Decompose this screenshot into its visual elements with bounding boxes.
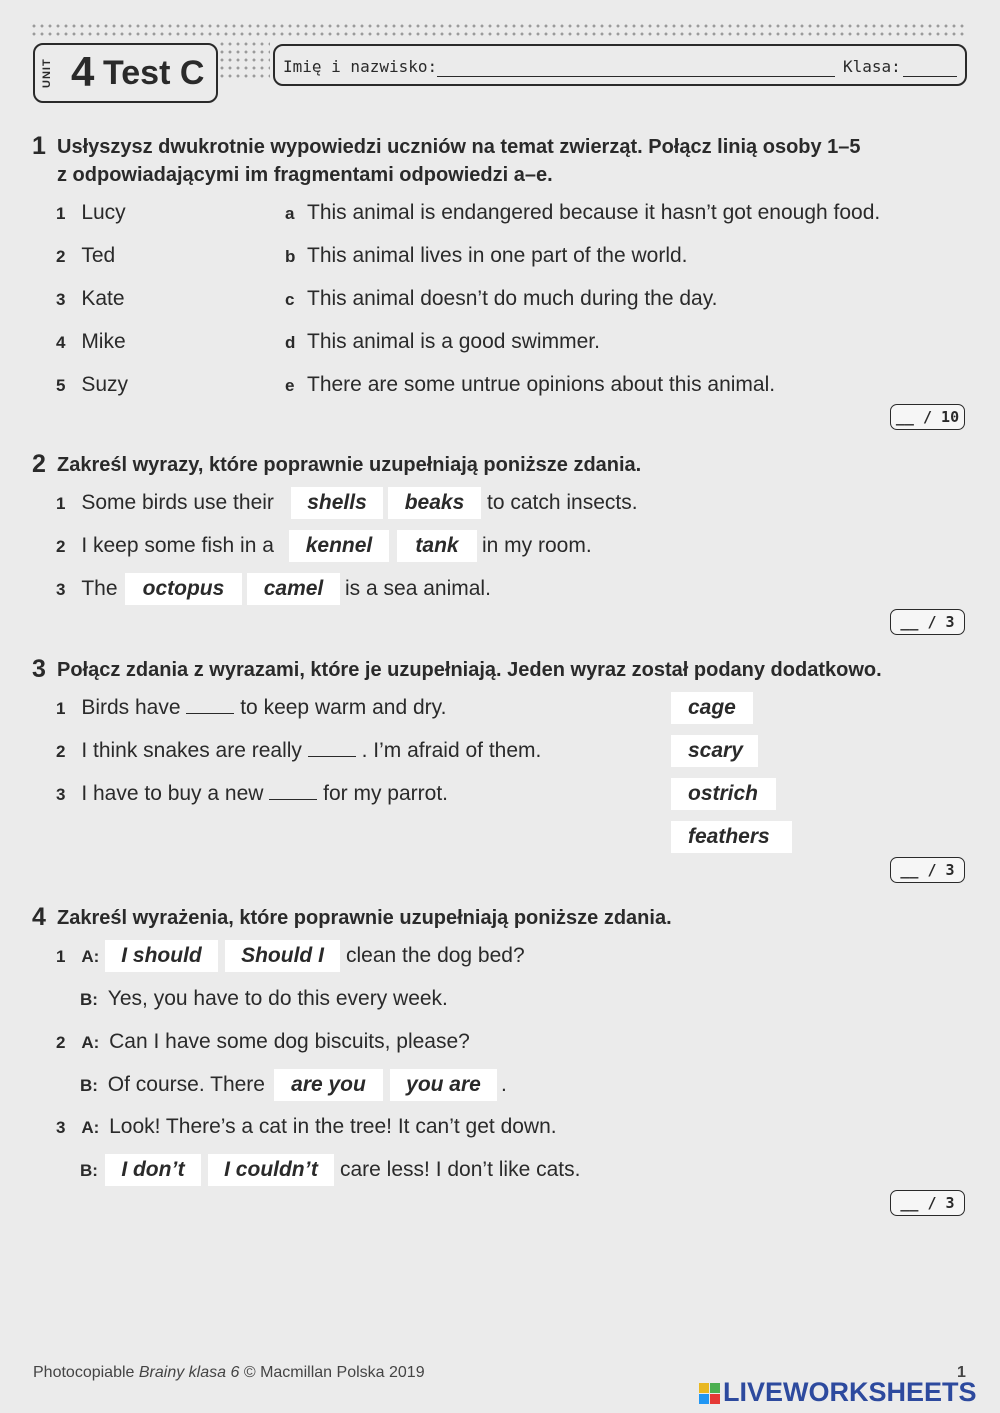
q1-number: 1 bbox=[32, 132, 46, 160]
item-number: 3 bbox=[56, 290, 66, 309]
q1-person-row[interactable] bbox=[56, 200, 128, 243]
q2-option-tank[interactable]: tank bbox=[397, 530, 477, 562]
speaker-a-label: A: bbox=[81, 1033, 100, 1052]
sentence-start: I think snakes are really bbox=[81, 739, 302, 762]
sentence-end: for my parrot. bbox=[323, 782, 448, 805]
liveworksheets-logo-icon bbox=[699, 1383, 721, 1405]
footer-book-title: Brainy klasa 6 bbox=[138, 1364, 240, 1381]
item-number: 1 bbox=[56, 947, 66, 966]
q2-option-octopus[interactable]: octopus bbox=[125, 573, 242, 605]
speaker-b-label: B: bbox=[80, 1161, 98, 1180]
answer-text: This animal is endangered because it hasn’t got enough food. bbox=[307, 201, 881, 224]
item-number: 5 bbox=[56, 376, 66, 395]
item-number: 1 bbox=[56, 699, 66, 718]
student-info-box bbox=[273, 44, 967, 86]
item-number: 1 bbox=[56, 204, 66, 223]
q2-option-camel[interactable]: camel bbox=[247, 573, 340, 605]
sentence-end: to catch insects. bbox=[487, 491, 638, 514]
unit-word: UNIT bbox=[41, 58, 53, 88]
q3-word-cage[interactable]: cage bbox=[671, 692, 753, 724]
sentence-start: I have to buy a new bbox=[81, 782, 264, 805]
answer-text: This animal is a good swimmer. bbox=[307, 330, 600, 353]
q4-item-1-line-b bbox=[80, 986, 448, 1013]
answer-text: This animal doesn’t do much during the day. bbox=[307, 287, 718, 310]
header-dot-band bbox=[30, 22, 968, 40]
answer-blank[interactable] bbox=[269, 798, 317, 800]
person-name: Ted bbox=[81, 244, 116, 267]
q1-person-row[interactable] bbox=[56, 372, 128, 415]
answer-blank[interactable] bbox=[186, 712, 234, 714]
sentence-start: Some birds use their bbox=[81, 491, 274, 514]
dialogue-text: Yes, you have to do this every week. bbox=[107, 987, 448, 1010]
sentence-end: is a sea animal. bbox=[345, 577, 491, 600]
person-name: Suzy bbox=[81, 373, 128, 396]
q4-item-3-line-a bbox=[56, 1114, 557, 1141]
q3-item-2 bbox=[56, 738, 541, 765]
q4-item-2-line-b bbox=[80, 1072, 265, 1099]
answer-letter: b bbox=[285, 247, 296, 266]
unit-number: 4 bbox=[71, 48, 94, 95]
q3-item-1 bbox=[56, 695, 446, 722]
sentence-start: Of course. There bbox=[107, 1073, 265, 1096]
q4-number: 4 bbox=[32, 903, 46, 931]
q1-instruction-line1: Usłyszysz dwukrotnie wypowiedzi uczniów na temat zwierząt. Połącz linią osoby 1–5 bbox=[57, 136, 861, 158]
item-number: 2 bbox=[56, 1033, 66, 1052]
q3-score-box: __ / 3 bbox=[890, 857, 965, 883]
q3-word-scary[interactable]: scary bbox=[671, 735, 758, 767]
item-number: 2 bbox=[56, 742, 66, 761]
sentence-end: clean the dog bed? bbox=[346, 944, 525, 967]
q4-instruction: Zakreśl wyrażenia, które poprawnie uzupełniają poniższe zdania. bbox=[57, 907, 672, 929]
q4-item-1-line-a bbox=[56, 943, 99, 970]
speaker-b-label: B: bbox=[80, 990, 98, 1009]
speaker-a-label: A: bbox=[81, 947, 100, 966]
speaker-a-label: A: bbox=[81, 1118, 100, 1137]
q1-person-row[interactable] bbox=[56, 243, 128, 286]
class-label: Klasa: bbox=[843, 57, 901, 76]
q1-answer-row[interactable] bbox=[285, 286, 880, 329]
q2-option-beaks[interactable]: beaks bbox=[388, 487, 481, 519]
answer-letter: e bbox=[285, 376, 295, 395]
answer-letter: a bbox=[285, 204, 295, 223]
person-name: Lucy bbox=[81, 201, 126, 224]
answer-letter: d bbox=[285, 333, 296, 352]
speaker-b-label: B: bbox=[80, 1076, 98, 1095]
sentence-start: I keep some fish in a bbox=[81, 534, 274, 557]
answer-text: This animal lives in one part of the world. bbox=[307, 244, 688, 267]
name-label: Imię i nazwisko: bbox=[283, 57, 438, 76]
q4-option-should-i[interactable]: Should I bbox=[225, 940, 340, 972]
item-number: 1 bbox=[56, 494, 66, 513]
header-dot-block bbox=[218, 40, 270, 80]
item-number: 3 bbox=[56, 580, 66, 599]
name-field[interactable] bbox=[437, 76, 835, 77]
sentence-end: to keep warm and dry. bbox=[240, 696, 447, 719]
q2-item-3 bbox=[56, 576, 118, 603]
q3-instruction: Połącz zdania z wyrazami, które je uzupełniają. Jeden wyraz został podany dodatkowo. bbox=[57, 659, 882, 681]
footer-prefix: Photocopiable bbox=[33, 1364, 135, 1381]
q4-option-i-should[interactable]: I should bbox=[105, 940, 218, 972]
q3-number: 3 bbox=[32, 655, 46, 683]
q4-option-you-are[interactable]: you are bbox=[390, 1069, 497, 1101]
test-title: Test C bbox=[103, 54, 205, 92]
answer-blank[interactable] bbox=[308, 755, 356, 757]
q1-person-row[interactable] bbox=[56, 286, 128, 329]
q3-word-feathers[interactable]: feathers bbox=[671, 821, 792, 853]
q2-option-shells[interactable]: shells bbox=[291, 487, 383, 519]
q3-word-ostrich[interactable]: ostrich bbox=[671, 778, 776, 810]
q1-answer-row[interactable] bbox=[285, 200, 880, 243]
item-number: 3 bbox=[56, 785, 66, 804]
q4-item-2-line-a bbox=[56, 1029, 470, 1056]
person-name: Kate bbox=[81, 287, 125, 310]
q1-answer-row[interactable] bbox=[285, 372, 880, 415]
unit-badge bbox=[33, 43, 218, 103]
sentence-end: care less! I don’t like cats. bbox=[340, 1158, 581, 1181]
q2-score-box: __ / 3 bbox=[890, 609, 965, 635]
q2-instruction: Zakreśl wyrazy, które poprawnie uzupełniają poniższe zdania. bbox=[57, 454, 642, 476]
answer-text: There are some untrue opinions about this animal. bbox=[307, 373, 776, 396]
q4-option-i-dont[interactable]: I don’t bbox=[105, 1154, 201, 1186]
q1-person-row[interactable] bbox=[56, 329, 128, 372]
q4-item-3-line-b bbox=[80, 1157, 98, 1184]
q1-answers-list bbox=[285, 200, 880, 415]
person-name: Mike bbox=[81, 330, 126, 353]
item-number: 2 bbox=[56, 247, 66, 266]
liveworksheets-brand[interactable]: LIVEWORKSHEETS bbox=[723, 1377, 977, 1407]
q3-item-3 bbox=[56, 781, 448, 808]
dialogue-text: Look! There’s a cat in the tree! It can’t get down. bbox=[109, 1115, 557, 1138]
q4-option-i-couldnt[interactable]: I couldn’t bbox=[208, 1154, 334, 1186]
q2-item-2 bbox=[56, 533, 274, 560]
q2-number: 2 bbox=[32, 450, 46, 478]
item-number: 2 bbox=[56, 537, 66, 556]
sentence-start: The bbox=[81, 577, 118, 600]
dialogue-text: Can I have some dog biscuits, please? bbox=[109, 1030, 470, 1053]
q1-answer-row[interactable] bbox=[285, 329, 880, 372]
q1-answer-row[interactable] bbox=[285, 243, 880, 286]
q2-option-kennel[interactable]: kennel bbox=[289, 530, 389, 562]
q4-score-box: __ / 3 bbox=[890, 1190, 965, 1216]
sentence-end: . bbox=[501, 1073, 507, 1096]
page-number: 1 bbox=[957, 1364, 966, 1381]
q1-instruction-line2: z odpowiadającymi im fragmentami odpowiedzi a–e. bbox=[57, 164, 553, 186]
footer-copyright bbox=[33, 1364, 425, 1382]
item-number: 3 bbox=[56, 1118, 66, 1137]
class-field[interactable] bbox=[903, 76, 957, 77]
footer-suffix: © Macmillan Polska 2019 bbox=[243, 1364, 425, 1381]
q1-score-box: __ / 10 bbox=[890, 404, 965, 430]
q4-option-are-you[interactable]: are you bbox=[274, 1069, 383, 1101]
item-number: 4 bbox=[56, 333, 66, 352]
q2-item-1 bbox=[56, 490, 274, 517]
q1-people-list bbox=[56, 200, 128, 415]
sentence-end: . I’m afraid of them. bbox=[361, 739, 542, 762]
sentence-end: in my room. bbox=[482, 534, 592, 557]
sentence-start: Birds have bbox=[81, 696, 181, 719]
answer-letter: c bbox=[285, 290, 295, 309]
